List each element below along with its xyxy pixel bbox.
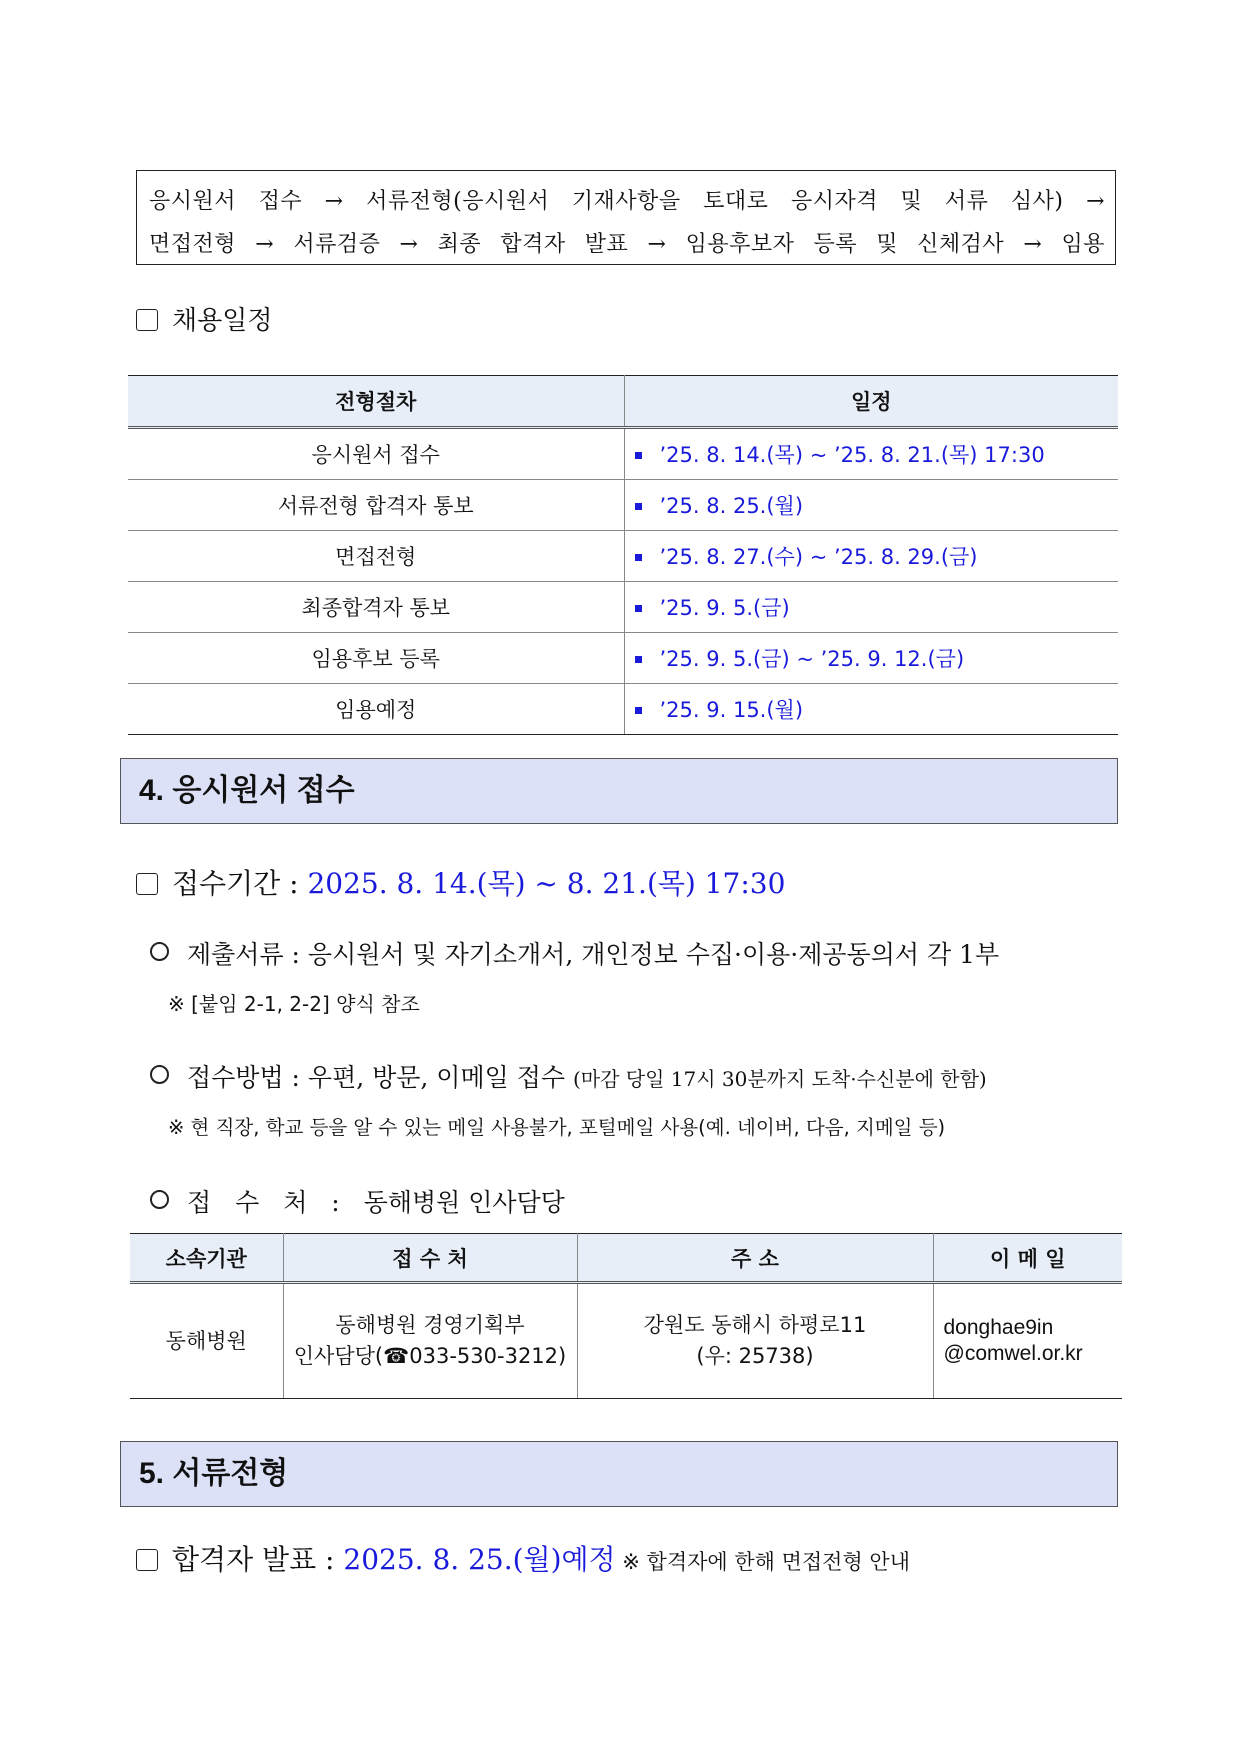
- email-cell[interactable]: [933, 1283, 1122, 1399]
- date-text: ’25. 8. 27.(수) ~ ’25. 8. 29.(금): [659, 545, 978, 569]
- date-cell: [624, 582, 1118, 633]
- address-cell: [577, 1283, 933, 1399]
- bullet-icon: [635, 605, 642, 612]
- method-value: 우편, 방문, 이메일 접수: [307, 1063, 573, 1092]
- application-method: [150, 1058, 987, 1094]
- step-cell: 서류전형 합격자 통보: [128, 480, 624, 531]
- date-text: ’25. 8. 25.(월): [659, 494, 804, 518]
- bullet-icon: [635, 503, 642, 510]
- date-text: ’25. 9. 5.(금): [659, 596, 790, 620]
- application-place: [150, 1183, 565, 1219]
- circle-bullet-icon: [150, 1065, 169, 1084]
- table-row: [128, 531, 1118, 582]
- checkbox-square-icon: [136, 873, 158, 895]
- org-cell: 동해병원: [130, 1283, 283, 1399]
- date-cell: [624, 428, 1118, 480]
- docs-note: ※ [붙임 2-1, 2-2] 양식 참조: [168, 992, 420, 1016]
- step-cell: 임용후보 등록: [128, 633, 624, 684]
- column-header-step: 전형절차: [128, 376, 624, 428]
- circle-bullet-icon: [150, 942, 169, 961]
- date-cell: [624, 633, 1118, 684]
- application-period: [136, 862, 785, 902]
- process-line-1: 응시원서 접수 → 서류전형(응시원서 기재사항을 토대로 응시자격 및 서류 심사) →: [149, 189, 1105, 214]
- section-5-title: 5. 서류전형: [120, 1441, 1118, 1507]
- dept-cell: [283, 1283, 577, 1399]
- table-row: [128, 582, 1118, 633]
- place-label: 접 수 처 :: [187, 1188, 364, 1217]
- bullet-icon: [635, 656, 642, 663]
- table-row: [128, 428, 1118, 480]
- date-cell: [624, 531, 1118, 582]
- schedule-heading: [136, 300, 272, 337]
- email-line-2: @comwel.or.kr: [943, 1342, 1083, 1365]
- process-flow-box: [136, 170, 1116, 265]
- date-cell: [624, 684, 1118, 735]
- period-value: 2025. 8. 14.(목) ~ 8. 21.(목) 17:30: [307, 867, 786, 900]
- table-row: [130, 1283, 1122, 1399]
- place-value: 동해병원 인사담당: [363, 1188, 565, 1217]
- column-header-org: 소속기관: [130, 1234, 283, 1283]
- docs-label: 제출서류 :: [187, 940, 308, 969]
- step-cell: 최종합격자 통보: [128, 582, 624, 633]
- table-row: [128, 684, 1118, 735]
- column-header-address: 주 소: [577, 1234, 933, 1283]
- contact-table: [130, 1233, 1122, 1399]
- pass-label: 합격자 발표 :: [172, 1543, 344, 1576]
- column-header-email: 이 메 일: [933, 1234, 1122, 1283]
- date-text: ’25. 9. 15.(월): [659, 698, 804, 722]
- pass-value: 2025. 8. 25.(월)예정: [343, 1543, 616, 1576]
- checkbox-square-icon: [136, 1549, 158, 1571]
- step-cell: 응시원서 접수: [128, 428, 624, 480]
- method-paren: (마감 당일 17시 30분까지 도착·수신분에 한함): [572, 1067, 987, 1091]
- process-line-2: 면접전형 → 서류검증 → 최종 합격자 발표 → 임용후보자 등록 및 신체검사 → 임용: [149, 232, 1105, 257]
- pass-note: ※ 합격자에 한해 면접전형 안내: [615, 1550, 910, 1574]
- bullet-icon: [635, 707, 642, 714]
- pass-announcement: [136, 1538, 910, 1578]
- circle-bullet-icon: [150, 1190, 169, 1209]
- method-label: 접수방법 :: [187, 1063, 308, 1092]
- schedule-table: [128, 375, 1118, 735]
- date-text: ’25. 9. 5.(금) ~ ’25. 9. 12.(금): [659, 647, 965, 671]
- table-row: [128, 480, 1118, 531]
- period-label: 접수기간 :: [172, 867, 308, 900]
- date-text: ’25. 8. 14.(목) ~ ’25. 8. 21.(목) 17:30: [659, 443, 1045, 467]
- dept-line-1: 동해병원 경영기획부: [335, 1313, 525, 1337]
- email-line-1: donghae9in: [943, 1316, 1054, 1339]
- checkbox-square-icon: [136, 309, 158, 331]
- step-cell: 임용예정: [128, 684, 624, 735]
- docs-value: 응시원서 및 자기소개서, 개인정보 수집·이용·제공동의서 각 1부: [307, 940, 1000, 969]
- address-line-2: (우: 25738): [696, 1344, 814, 1368]
- column-header-place: 접 수 처: [283, 1234, 577, 1283]
- bullet-icon: [635, 452, 642, 459]
- required-documents: [150, 935, 999, 971]
- date-cell: [624, 480, 1118, 531]
- column-header-date: 일정: [624, 376, 1118, 428]
- address-line-1: 강원도 동해시 하평로11: [643, 1313, 867, 1337]
- table-row: [128, 633, 1118, 684]
- dept-line-2: 인사담당(☎033-530-3212): [293, 1344, 567, 1368]
- method-note: ※ 현 직장, 학교 등을 알 수 있는 메일 사용불가, 포털메일 사용(예. 네이버, 다음, 지메일 등): [168, 1116, 946, 1139]
- bullet-icon: [635, 554, 642, 561]
- step-cell: 면접전형: [128, 531, 624, 582]
- section-4-title: 4. 응시원서 접수: [120, 758, 1118, 824]
- schedule-heading-text: 채용일정: [172, 306, 273, 336]
